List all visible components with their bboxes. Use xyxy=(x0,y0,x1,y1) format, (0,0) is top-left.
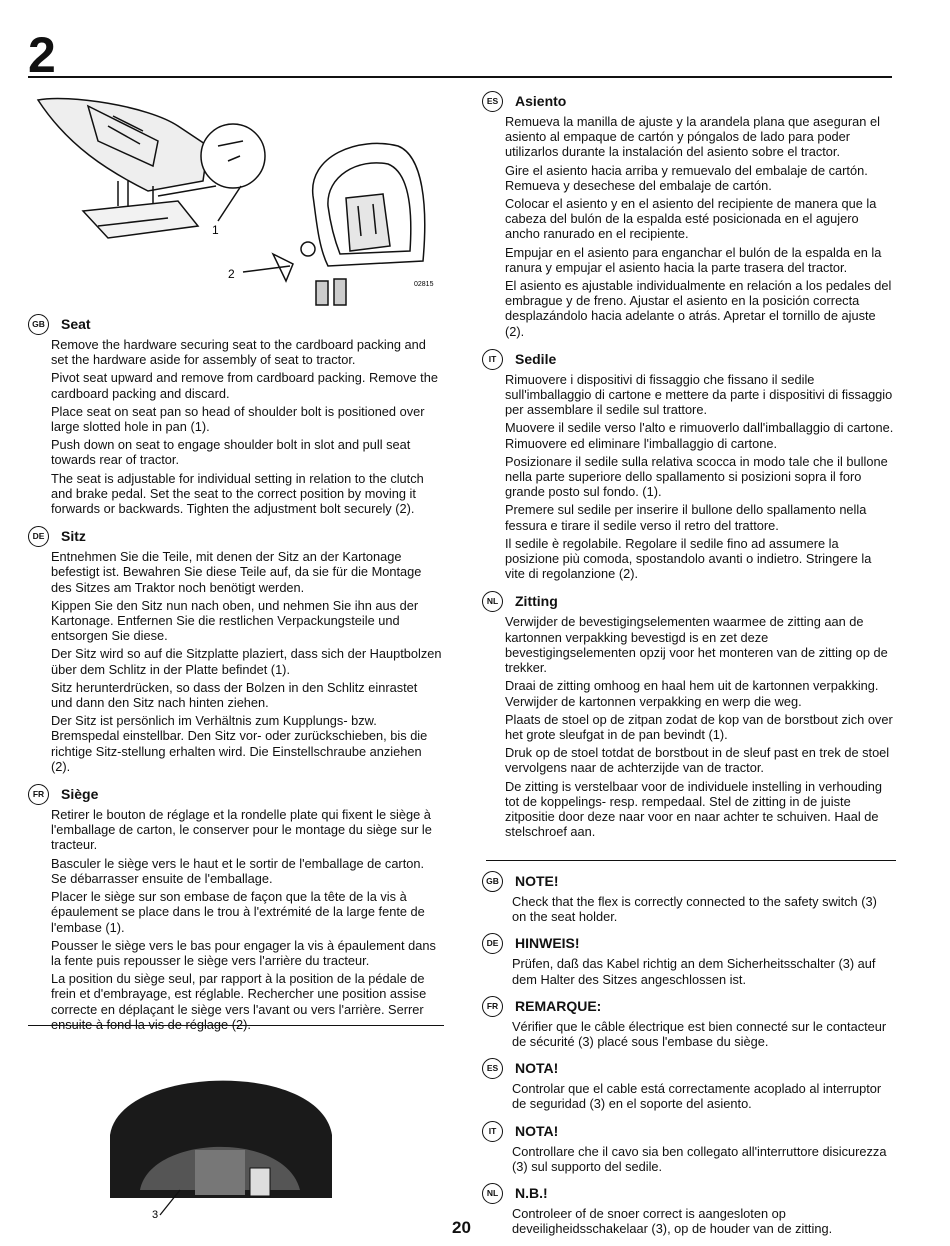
section-es xyxy=(482,1058,894,1111)
section-heading xyxy=(482,349,894,370)
section-title: Sitz xyxy=(61,528,86,545)
paragraph: Empujar en el asiento para enganchar el bulón de la espalda en la ranura y empujar el asiento hacia la parte trasera del tractor. xyxy=(505,244,882,275)
paragraph: Pivot seat upward and remove from cardboard packing. Remove the cardboard packing and discard. xyxy=(51,370,438,401)
paragraph: Kippen Sie den Sitz nun nach oben, und nehmen Sie ihn aus der Kartonage. Entfernen Sie die restlichen Verpackungsteile und entsorgen Sie diese. xyxy=(51,597,419,644)
paragraph: Remueva la manilla de ajuste y la arandela plana que aseguran el asiento al empaque de cartón y póngalos de lado para poder utilizarlos durante la instalación del asiento sobre el tractor. xyxy=(505,114,880,160)
language-badge-icon: FR xyxy=(28,784,49,805)
section-de xyxy=(482,933,894,986)
section-title: NOTE! xyxy=(515,872,559,889)
section-fr xyxy=(482,996,894,1049)
language-badge-icon: GB xyxy=(482,871,503,892)
section-title: Siège xyxy=(61,785,99,802)
paragraph: Pousser le siège vers le bas pour engager la vis à épaulement dans la fente puis repousser le siège vers l'arrière du tracteur. xyxy=(51,937,436,968)
notes-rule xyxy=(486,860,896,861)
language-badge-icon: DE xyxy=(482,933,503,954)
section-de xyxy=(28,526,442,774)
note-text: Check that the flex is correctly connected to the safety switch (3) on the seat holder. xyxy=(512,894,877,925)
paragraph: Der Sitz wird so auf die Sitzplatte plaziert, dass sich der Hauptbolzen über dem Schlitz in der Platte befindet (1). xyxy=(51,646,442,677)
paragraph: Gire el asiento hacia arriba y remuevalo del embalaje de cartón. Remueva y desechese del embalaje de cartón. xyxy=(505,162,868,193)
language-badge-icon: NL xyxy=(482,591,503,612)
paragraph: Il sedile è regolabile. Regolare il sedile fino ad assumere la posizione più comoda, spostandolo avanti o indietro. Stringere la vite di regolanzione (2). xyxy=(505,535,872,582)
section-es xyxy=(482,91,894,339)
paragraph: Basculer le siège vers le haut et le sortir de l'emballage de carton. Se débarrasser ensuite de l'emballage. xyxy=(51,855,425,886)
header-rule xyxy=(28,76,892,78)
paragraph: Der Sitz ist persönlich im Verhältnis zum Kupplungs- bzw. Bremspedal einstellbar. Den Sitz vor- oder zurückschieben, bis die richtige Sitz-stellung erhalten wird. Die Einstellschraube anziehen (2). xyxy=(51,713,428,774)
language-badge-icon: ES xyxy=(482,1058,503,1079)
paragraph: La position du siège seul, par rapport à la position de la pédale de frein et d'embrayage, est réglable. Rechercher une position assise correcte en déplaçant le siège vers l'avant ou vers l'arrière. Serrer ensuite à fond la vis de réglage (2). xyxy=(51,971,427,1032)
language-badge-icon: DE xyxy=(28,526,49,547)
language-badge-icon: GB xyxy=(28,314,49,335)
safety-switch-illustration xyxy=(100,1040,340,1220)
paragraph: Place seat on seat pan so head of shoulder bolt is positioned over large slotted hole in pan (1). xyxy=(51,403,425,435)
section-gb xyxy=(28,314,442,516)
note-text: Controleer of de snoer correct is aangesloten op deveiligheidsschakelaar (3), op de houder van de zitting. xyxy=(512,1206,833,1237)
paragraph: Druk op de stoel totdat de borstbout in de sleuf past en trek de stoel vervolgens naar de achterzijde van de tractor. xyxy=(505,745,890,776)
right-column xyxy=(482,91,894,849)
paragraph: Retirer le bouton de réglage et la rondelle plate qui fixent le siège à l'emballage de carton, le conserver pour le montage du siège sur le tracteur. xyxy=(51,807,432,853)
language-badge-icon: NL xyxy=(482,1183,503,1204)
section-title: Asiento xyxy=(515,92,567,109)
page-number: 20 xyxy=(452,1218,471,1237)
section-title: REMARQUE: xyxy=(515,997,602,1014)
paragraph: Draai de zitting omhoog en haal hem uit de kartonnen verpakking. Verwijder de kartonnen verpakking en werp die weg. xyxy=(505,678,879,709)
paragraph: De zitting is verstelbaar voor de individuele instelling in verhouding tot de koppelings- resp. rempedaal. Stel de zitting in de juiste zitpositie door deze naar voor en naar achter te schuiven. Haal de stelschroef aan. xyxy=(505,778,883,840)
paragraph: Premere sul sedile per inserire il bullone dello spallamento nella fessura e tirare il sedile verso il retro del trattore. xyxy=(505,502,867,533)
callout-2: 2 xyxy=(228,267,235,281)
language-badge-icon: IT xyxy=(482,1121,503,1142)
section-heading xyxy=(28,314,442,335)
paragraph: Verwijder de bevestigingselementen waarmee de zitting aan de kartonnen verpakking bevestigd is en zet deze bevestigingselementen opzij voor het monteren van de zitting op de trekker. xyxy=(505,614,888,676)
note-text: Prüfen, daß das Kabel richtig an dem Sicherheitsschalter (3) auf dem Halter des Sitzes angeschlossen ist. xyxy=(512,956,876,987)
section-nl xyxy=(482,1183,894,1236)
language-badge-icon: ES xyxy=(482,91,503,112)
note-text: Controllare che il cavo sia ben collegato all'interruttore disicurezza (3) sul supporto del sedile. xyxy=(512,1143,887,1174)
paragraph: Sitz herunterdrücken, so dass der Bolzen in den Schlitz einrastet und dann den Sitz nach hinten ziehen. xyxy=(51,679,418,711)
section-title: NOTA! xyxy=(515,1122,559,1139)
notes-column xyxy=(482,871,894,1245)
paragraph: Plaats de stoel op de zitpan zodat de kop van de borstbout zich over het grote sleufgat in de pan bevindt (1). xyxy=(505,711,893,742)
section-heading xyxy=(482,933,894,954)
paragraph: Muovere il sedile verso l'alto e rimuoverlo dall'imballaggio di cartone. Rimuovere ed eliminare l'imballaggio di cartone. xyxy=(505,420,894,451)
paragraph: Colocar el asiento y en el asiento del recipiente de manera que la cabeza del bulón de la espalda esté posicionada en el agujero ancho ranurado en el recipiente. xyxy=(505,196,877,242)
chapter-number: 2 xyxy=(28,27,56,83)
note-text: Vérifier que le câble électrique est bien connecté sur le contacteur de sécurité (3) placé sous l'embase du siège. xyxy=(512,1018,887,1050)
section-heading xyxy=(482,91,894,112)
callout-3: 3 xyxy=(152,1209,159,1220)
left-bottom-rule xyxy=(28,1025,444,1026)
section-heading xyxy=(482,1121,894,1142)
paragraph: Placer le siège sur son embase de façon que la tête de la vis à épaulement se place dans le trou à l'extrémité de la large fente de l'embase (1). xyxy=(51,889,425,935)
language-badge-icon: FR xyxy=(482,996,503,1017)
paragraph: Posizionare il sedile sulla relativa scocca in modo tale che il bullone nella parte superiore dello spallamento si posizioni sopra il foro grande posto sul fondo. (1). xyxy=(505,453,888,500)
section-heading xyxy=(482,591,894,612)
paragraph: Entnehmen Sie die Teile, mit denen der Sitz an der Kartonage befestigt ist. Bewahren Sie diese Teile auf, da sie für die Montage des Sitzes am Traktor noch benötigt werden. xyxy=(51,549,422,595)
seat-assembly-illustration xyxy=(28,86,448,308)
paragraph: Remove the hardware securing seat to the cardboard packing and set the hardware aside for assembly of seat to tractor. xyxy=(51,337,426,368)
section-title: Seat xyxy=(61,315,91,332)
paragraph: Push down on seat to engage shoulder bolt in slot and pull seat towards rear of tractor. xyxy=(51,437,411,468)
language-badge-icon: IT xyxy=(482,349,503,370)
section-heading xyxy=(482,996,894,1017)
section-title: N.B.! xyxy=(515,1184,548,1201)
note-text: Controlar que el cable está correctamente acoplado al interruptor de seguridad (3) en el soporte del asiento. xyxy=(512,1081,882,1112)
section-heading xyxy=(482,1058,894,1079)
section-gb xyxy=(482,871,894,924)
section-heading xyxy=(482,871,894,892)
section-it xyxy=(482,1121,894,1174)
paragraph: El asiento es ajustable individualmente en relación a los pedales del embrague y de freno. Ajustar el asiento en la posición correcta desplazándolo hacia adelante o atrás. Apretar el tornillo de ajuste (2). xyxy=(505,278,892,339)
section-heading xyxy=(482,1183,894,1204)
left-column xyxy=(28,314,442,1042)
section-nl xyxy=(482,591,894,839)
section-heading xyxy=(28,526,442,547)
section-heading xyxy=(28,784,442,805)
section-fr xyxy=(28,784,442,1032)
paragraph: Rimuovere i dispositivi di fissaggio che fissano il sedile sull'imballaggio di cartone e mettere da parte i dispositivi di fissaggio per assemblare il sedile sul trattore. xyxy=(505,371,893,418)
paragraph: The seat is adjustable for individual setting in relation to the clutch and brake pedal. Set the seat to the correct position by moving it forwards or backwards. Tighten the adjustment bolt securely (2). xyxy=(51,470,424,517)
section-title: HINWEIS! xyxy=(515,935,580,952)
section-title: NOTA! xyxy=(515,1060,559,1077)
figure-code: 02815 xyxy=(414,281,434,288)
section-title: Sedile xyxy=(515,350,557,367)
section-it xyxy=(482,349,894,582)
callout-1: 1 xyxy=(212,223,219,237)
section-title: Zitting xyxy=(515,593,558,610)
